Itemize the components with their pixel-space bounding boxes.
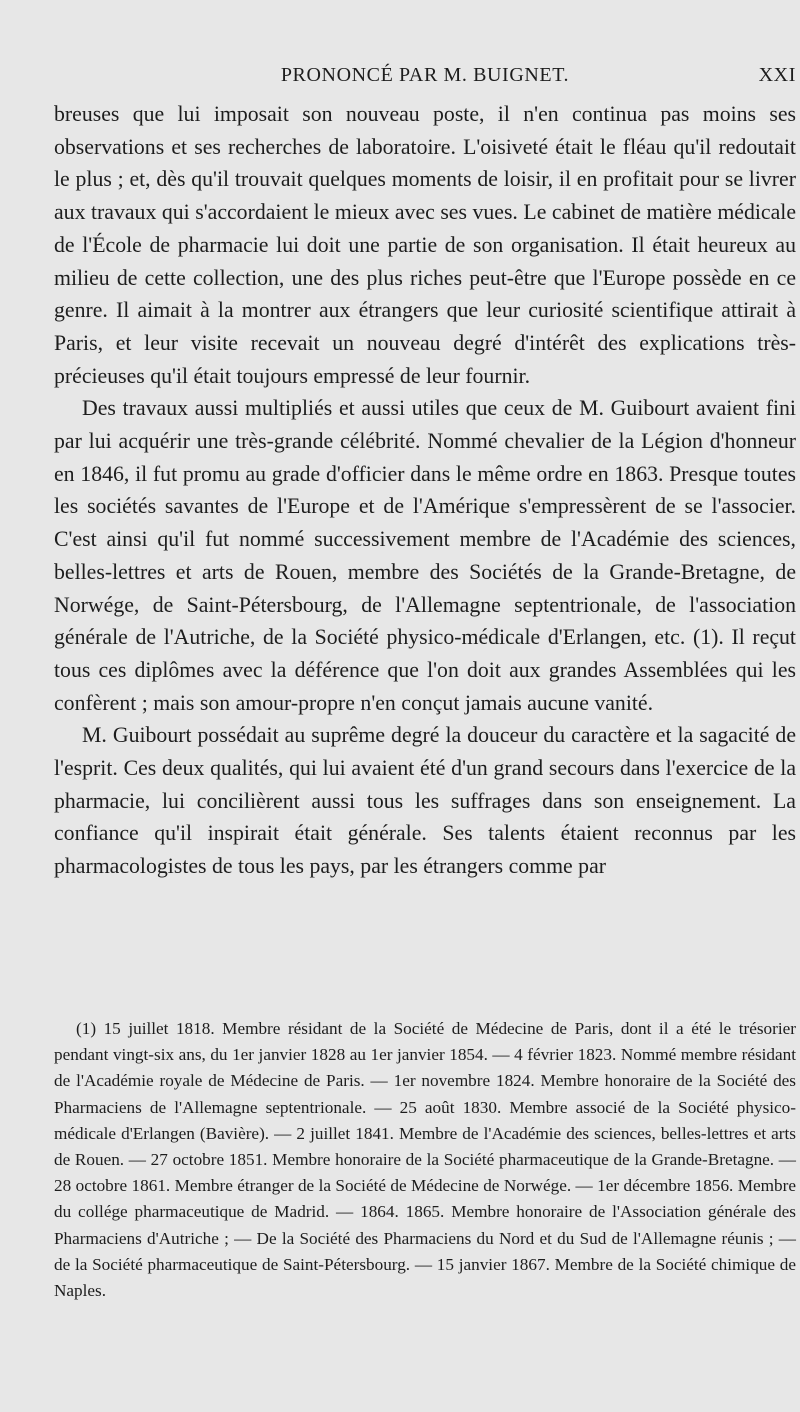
page-number: XXI: [758, 64, 796, 86]
footnotes: [54, 1016, 796, 1304]
footnote-1: (1) 15 juillet 1818. Membre résidant de la Société de Médecine de Paris, dont il a été le trésorier pendant vingt-six ans, du 1er janvier 1828 au 1er janvier 1854. — 4 février 1823. Nommé membre résidant de l'Académie royale de Médecine de Paris. — 1er novembre 1824. Membre honoraire de la Société des Pharmaciens de l'Allemagne septentrionale. — 25 août 1830. Membre associé de la Société physico-médicale d'Erlangen (Bavière). — 2 juillet 1841. Membre de l'Académie des sciences, belles-lettres et arts de Rouen. — 27 octobre 1851. Membre honoraire de la Société pharmaceutique de la Grande-Bretagne. — 28 octobre 1861. Membre étranger de la Société de Médecine de Norwége. — 1er décembre 1856. Membre du collége pharmaceutique de Madrid. — 1864. 1865. Membre honoraire de l'Association générale des Pharmaciens d'Autriche ; — De la Société des Pharmaciens du Nord et du Sud de l'Allemagne réunis ; — de la Société pharmaceutique de Saint-Pétersbourg. — 15 janvier 1867. Membre de la Société chimique de Naples.: [54, 1019, 796, 1301]
main-text: [54, 98, 796, 883]
running-header: [54, 64, 796, 92]
paragraph: M. Guibourt possédait au suprême degré la douceur du caractère et la sagacité de l'esprit. Ces deux qualités, qui lui avaient été d'un grand secours dans l'exercice de la pharmacie, lui concilièrent aussi tous les suffrages dans son enseignement. La confiance qu'il inspirait était générale. Ses talents étaient reconnus par les pharmacologistes de tous les pays, par les étrangers comme par: [54, 723, 796, 879]
paragraph-continued: breuses que lui imposait son nouveau poste, il n'en continua pas moins ses observations et ses recherches de laboratoire. L'oisiveté était le fléau qu'il redoutait le plus ; et, dès qu'il trouvait quelques moments de loisir, il en profitait pour se livrer aux travaux qui s'accordaient le mieux avec ses vues. Le cabinet de matière médicale de l'École de pharmacie lui doit une partie de son organisation. Il était heureux au milieu de cette collection, une des plus riches peut-être que l'Europe possède en ce genre. Il aimait à la montrer aux étrangers que leur curiosité scientifique attirait à Paris, et leur visite recevait un nouveau degré d'intérêt des explications très-précieuses qu'il était toujours empressé de leur fournir.: [54, 102, 796, 388]
paragraph: Des travaux aussi multipliés et aussi utiles que ceux de M. Guibourt avaient fini par lui acquérir une très-grande célébrité. Nommé chevalier de la Légion d'honneur en 1846, il fut promu au grade d'officier dans le même ordre en 1863. Presque toutes les sociétés savantes de l'Europe et de l'Amérique s'empressèrent de se l'associer. C'est ainsi qu'il fut nommé successivement membre de l'Académie des sciences, belles-lettres et arts de Rouen, membre des Sociétés de la Grande-Bretagne, de Norwége, de Saint-Pétersbourg, de l'Allemagne septentrionale, de l'association générale de l'Autriche, de la Société physico-médicale d'Erlangen, etc. (1). Il reçut tous ces diplômes avec la déférence que l'on doit aux grandes Assemblées qui les confèrent ; mais son amour-propre n'en conçut jamais aucune vanité.: [54, 396, 796, 715]
running-title: PRONONCÉ PAR M. BUIGNET.: [280, 64, 570, 86]
